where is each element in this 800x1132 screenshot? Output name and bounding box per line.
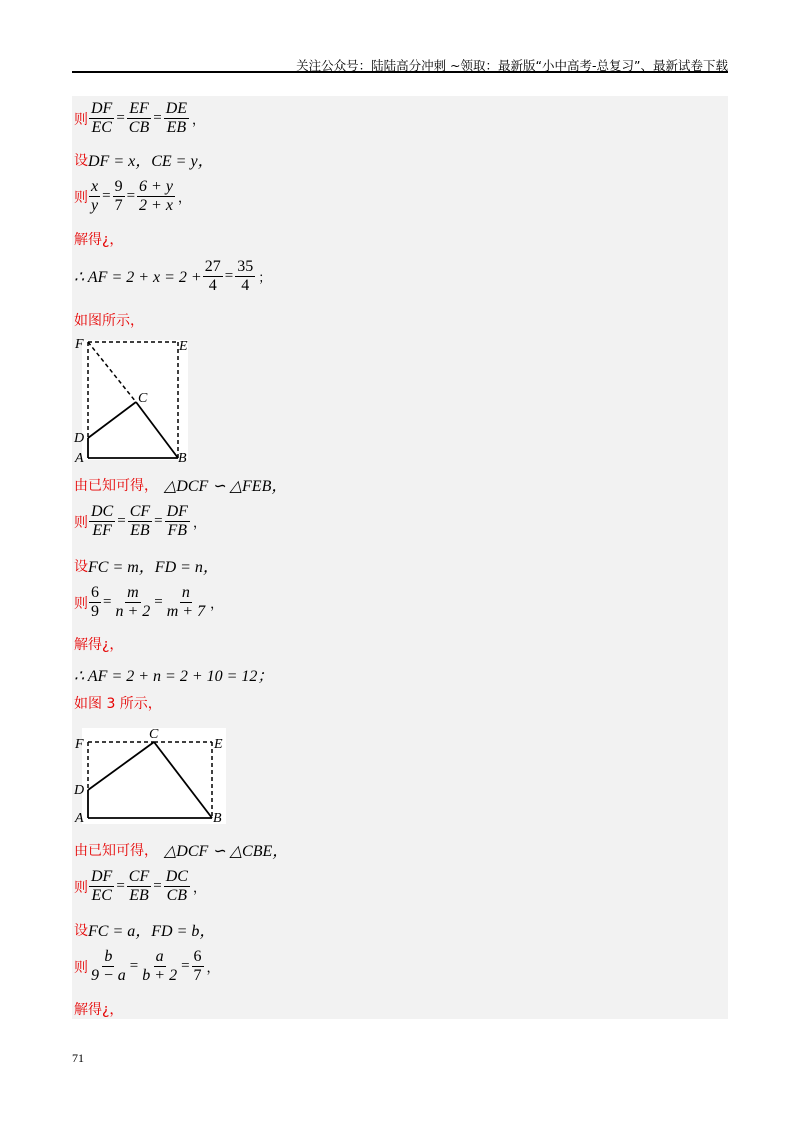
solve-line-1: 解得¿， (74, 232, 124, 248)
assume-line-1 (74, 148, 214, 171)
fraction: $\frac{n}{m + 7}$ (166, 584, 206, 620)
point-label-B: B (213, 811, 222, 826)
fraction: $\frac{35}{4}$ (237, 258, 254, 294)
ratio-line-6: 则 $\frac{b}{9 - a}$ = $\frac{a}{b + 2}$ = $\frac{6}{7}$ ， (74, 948, 220, 984)
solve-line-3: 解得¿， (74, 1002, 124, 1018)
header-rule (72, 71, 728, 73)
solution-block (72, 96, 728, 1019)
ratio-line-3: 则 $\frac{DC}{EF}$ = $\frac{CF}{EB}$ = $\frac{DF}{FB}$ ， (74, 503, 206, 539)
fraction: $\frac{DF}{EC}$ (91, 100, 113, 136)
fraction: $\frac{6}{9}$ (91, 584, 99, 620)
fraction: $\frac{DF}{EC}$ (91, 868, 113, 904)
point-label-C: C (149, 727, 159, 742)
point-label-A: A (75, 811, 84, 826)
assume-line-3: 设 FC = a，FD = b， (74, 922, 216, 940)
point-label-F: F (75, 337, 84, 352)
fraction: $\frac{EF}{CB}$ (128, 100, 150, 136)
fraction: $\frac{b}{9 - a}$ (91, 948, 126, 984)
solve-line-2: 解得¿， (74, 637, 124, 653)
point-label-C: C (138, 391, 148, 406)
ratio-line-2: 则 $\frac{x}{y}$ = $\frac{9}{7}$ = $\frac{6 + y}{2 + x}$ ， (74, 178, 191, 214)
fraction: $\frac{CF}{EB}$ (129, 503, 151, 539)
fraction: $\frac{27}{4}$ (204, 258, 221, 294)
fraction: $\frac{x}{y}$ (91, 178, 99, 214)
fraction: $\frac{6}{7}$ (193, 948, 202, 984)
point-label-E: E (214, 737, 223, 752)
point-label-B: B (178, 451, 187, 464)
assume-line-2: 设 FC = m，FD = n， (74, 558, 219, 576)
text-prefix: 则 (74, 111, 88, 128)
fraction: $\frac{6 + y}{2 + x}$ (139, 178, 173, 214)
fraction: $\frac{DF}{FB}$ (166, 503, 188, 539)
point-label-A: A (75, 451, 84, 464)
text-prefix: 设 (74, 152, 88, 169)
point-label-D: D (74, 783, 85, 798)
fraction: $\frac{DC}{EF}$ (91, 503, 114, 539)
fraction: $\frac{9}{7}$ (114, 178, 123, 214)
figure-intro-3: 如图 3 所示， (74, 696, 162, 712)
page-number: 71 (72, 1051, 84, 1065)
result-line-2: ∴ AF = 2 + n = 2 + 10 = 12； (74, 668, 274, 685)
geometry-figure-3 (72, 726, 232, 826)
page-header: 关注公众号：陆陆高分冲刺 ~领取：最新版“小中高考-总复习”、最新试卷下载 (296, 58, 728, 73)
point-label-E: E (179, 339, 188, 354)
fraction: $\frac{DC}{CB}$ (165, 868, 188, 904)
result-line-1: ∴ AF = 2 + x = 2 + $\frac{27}{4}$ = $\frac{35}{4}$ ； (74, 258, 272, 294)
ratio-line-5: 则 $\frac{DF}{EC}$ = $\frac{CF}{EB}$ = $\frac{DC}{CB}$ ， (74, 868, 206, 904)
ratio-line-4: 则 $\frac{6}{9}$ = $\frac{m}{n + 2}$ = $\frac{n}{m + 7}$ ， (74, 584, 224, 620)
fraction: $\frac{CF}{EB}$ (128, 868, 150, 904)
geometry-figure-1 (72, 336, 192, 464)
fraction: $\frac{DE}{EB}$ (165, 100, 188, 136)
point-label-F: F (75, 737, 84, 752)
math-expression: DF = x，CE = y， (88, 153, 214, 170)
ratio-line-1: 则 $\frac{DF}{EC}$ = $\frac{EF}{CB}$ = $\frac{DE}{EB}$ ， (74, 100, 206, 136)
point-label-D: D (74, 431, 85, 446)
similar-line-2: 由已知可得， △DCF ∽ △CBE， (74, 842, 289, 860)
fraction: $\frac{m}{n + 2}$ (115, 584, 151, 620)
fraction: $\frac{a}{b + 2}$ (142, 948, 178, 984)
similar-line-1: 由已知可得， △DCF ∽ △FEB， (74, 477, 288, 495)
figure-intro-1: 如图所示， (74, 313, 144, 329)
